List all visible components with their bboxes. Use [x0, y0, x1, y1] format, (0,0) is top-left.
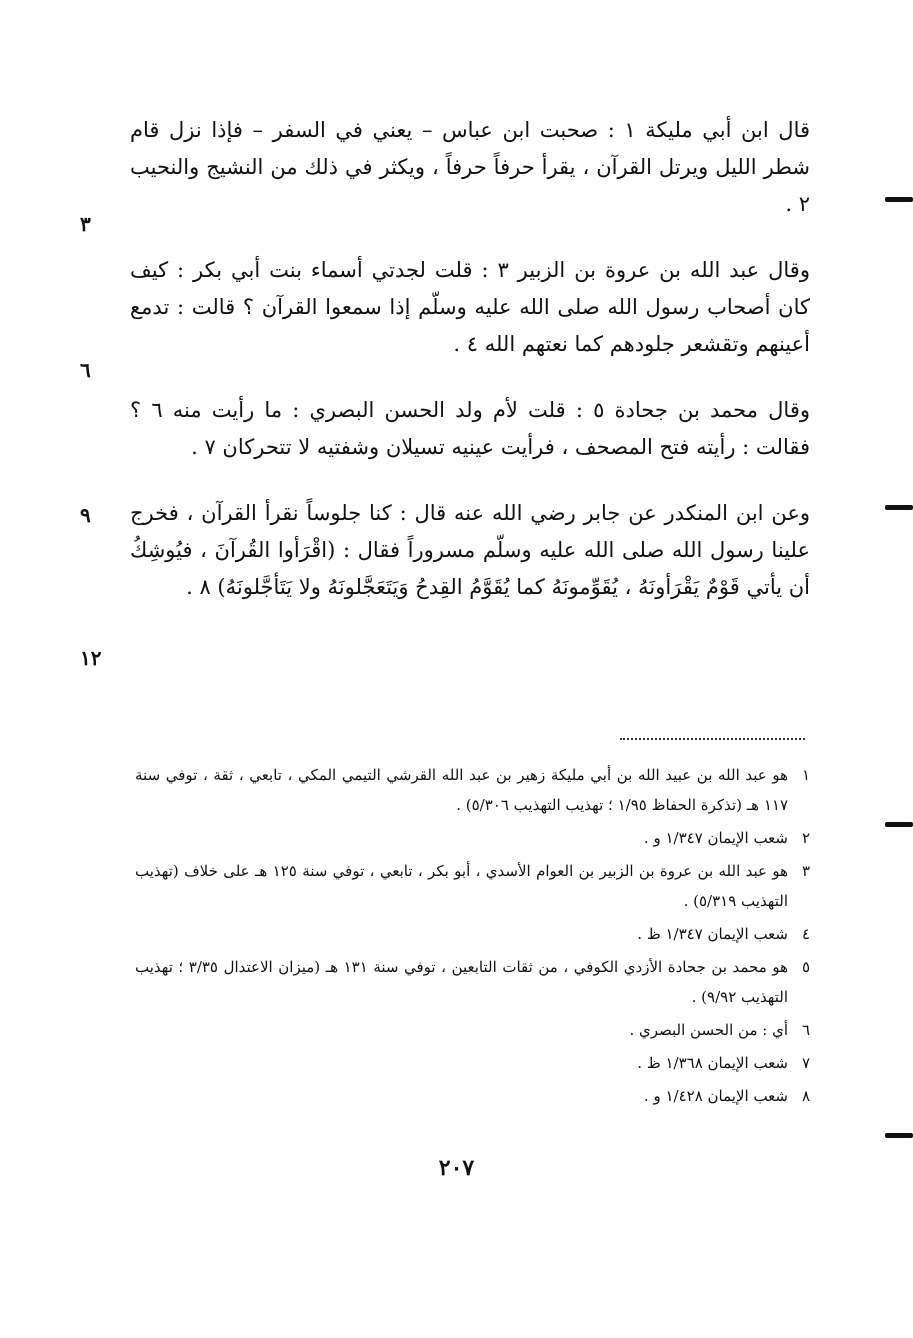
line-number: ٣ [80, 212, 91, 236]
footnote [135, 1015, 810, 1045]
footnote-text: هو عبد الله بن عروة بن الزبير بن العوام الأسدي ، أبو بكر ، تابعي ، توفي سنة ١٢٥ هـ على خلاف (تهذيب التهذيب ٥/٣١٩) . [135, 862, 788, 910]
footnote-text: شعب الإيمان ١/٤٢٨ و . [643, 1087, 788, 1105]
page-edge-mark [885, 1133, 913, 1138]
footnote [135, 760, 810, 820]
footnote-text: أي : من الحسن البصري . [629, 1021, 788, 1039]
footnote-number: ٨ [801, 1087, 810, 1105]
paragraph-muhammad-ibn-juhadah: وقال محمد بن جحادة ٥ : قلت لأم ولد الحسن البصري : ما رأيت منه ٦ ؟ فقالت : رأيته فتح المصحف ، فرأيت عينيه تسيلان وشفتيه لا تتحركان ٧ . [130, 398, 810, 459]
paragraph-ibn-al-munkadir: وعن ابن المنكدر عن جابر رضي الله عنه قال : كنا جلوساً نقرأ القرآن ، فخرج علينا رسول الله صلى الله عليه وسلّم مسروراً فقال : (اقْرَأوا القُرآنَ ، فيُوشِكُ أن يأتي قَوْمٌ يَقْرَأونَهُ ، يُقَوِّمونَهُ كما يُقَوَّمُ القِدحُ وَيَتَعَجَّلونَهُ ولا يَتَأجَّلونَهُ) ٨ . [130, 501, 810, 599]
footnote-text: هو محمد بن جحادة الأزدي الكوفي ، من ثقات التابعين ، توفي سنة ١٣١ هـ (ميزان الاعتدال ٣/٣٥ ؛ تهذيب التهذيب ٩/٩٢) . [135, 958, 788, 1006]
footnote [135, 1048, 810, 1078]
main-text [130, 112, 810, 635]
line-number: ١٢ [80, 646, 102, 670]
footnote [135, 952, 810, 1012]
paragraph-ibn-abi-mulaykah: قال ابن أبي مليكة ١ : صحبت ابن عباس – يعني في السفر – فإذا نزل قام شطر الليل ويرتل القرآن ، يقرأ حرفاً حرفاً ، ويكثر في ذلك من النشيج والنحيب ٢ . [130, 118, 811, 216]
footnote [135, 1081, 810, 1111]
page-edge-mark [885, 822, 913, 827]
footnote-separator [620, 738, 805, 740]
line-number: ٦ [80, 358, 91, 382]
paragraph-abdullah-ibn-urwah: وقال عبد الله بن عروة بن الزبير ٣ : قلت لجدتي أسماء بنت أبي بكر : كيف كان أصحاب رسول الله صلى الله عليه وسلّم إذا سمعوا القرآن ؟ قالت : تدمع أعينهم وتقشعر جلودهم كما نعتهم الله ٤ . [130, 258, 810, 356]
footnote-number: ٢ [801, 829, 810, 847]
footnote-text: شعب الإيمان ١/٣٤٧ ظ . [637, 925, 788, 943]
page-number: ٢٠٧ [438, 1155, 475, 1181]
footnote-number: ٣ [801, 862, 810, 880]
footnote-number: ٤ [801, 925, 810, 943]
footnote-number: ٦ [801, 1021, 810, 1039]
footnote-text: شعب الإيمان ١/٣٦٨ ظ . [637, 1054, 788, 1072]
page-edge-mark [885, 197, 913, 202]
footnote-number: ١ [801, 766, 810, 784]
line-number: ٩ [80, 503, 91, 527]
footnote-text: شعب الإيمان ١/٣٤٧ و . [643, 829, 788, 847]
footnote [135, 919, 810, 949]
page-edge-mark [885, 505, 913, 510]
footnote [135, 856, 810, 916]
footnote [135, 823, 810, 853]
footnote-number: ٧ [801, 1054, 810, 1072]
footnotes [135, 760, 810, 1114]
footnote-number: ٥ [801, 958, 810, 976]
footnote-text: هو عبد الله بن عبيد الله بن أبي مليكة زهير بن عبد الله القرشي التيمي المكي ، تابعي ، ثقة ، توفي سنة ١١٧ هـ (تذكرة الحفاظ ١/٩٥ ؛ تهذيب التهذيب ٥/٣٠٦) . [135, 766, 788, 814]
